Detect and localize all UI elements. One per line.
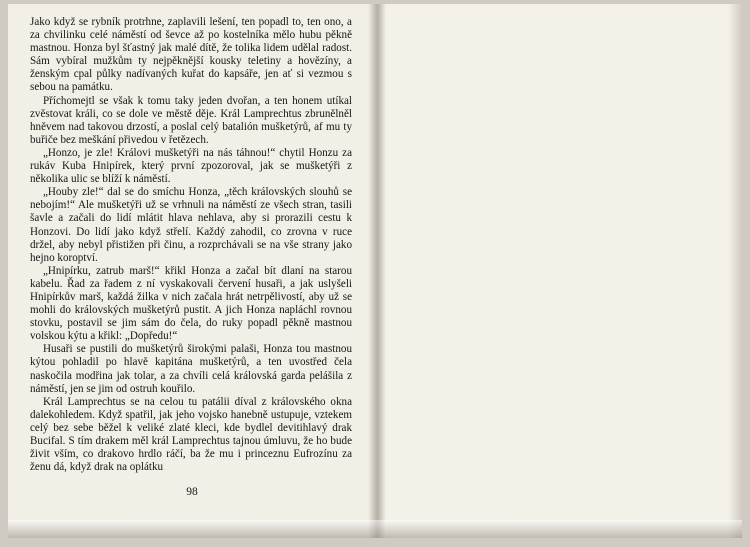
- page-edge: [728, 4, 742, 538]
- book-spread: [8, 4, 742, 538]
- left-page: [8, 4, 376, 538]
- paragraph: Husaři se pustili do mušketýrů širokými palaši, Honza tou mastnou kýtou pohladil po hlavě kapitána mušketýrů, a ten uvostřed čela naskočila modřina jak tolar, a za chvíli celá královská garda pelášila z náměstí, jen se jim od ostruh kouřilo.: [30, 343, 352, 395]
- paragraph: Příchomejtl se však k tomu taky jeden dvořan, a ten honem utíkal zvěstovat králi, co se dole ve městě děje. Král Lamprechtus zbrunělněl hněvem nad takovou drzostí, a poslal celý batalión mušketýrů, af mu ty buřiče bez meškání přivedou v řetězech.: [30, 94, 352, 146]
- page-number: 98: [186, 486, 198, 498]
- paragraph: „Honzo, je zle! Královi mušketýři na nás táhnou!“ chytil Honzu za rukáv Kuba Hnipírek, který první zpozoroval, jak se mušketýři z několika ulic se blíží k náměstí.: [30, 146, 352, 186]
- right-page: [376, 4, 742, 538]
- book-gutter: [368, 4, 386, 538]
- paragraph: „Hnipírku, zatrub marš!“ křikl Honza a začal bít dlaní na starou kabelu. Řad za řadem z ní vyskakovali červení husaři, a jak uslyšeli Hnipírkův marš, každá žilka v nich začala hrát netrpělivostí, aby už se mohli do královských mušketýrů pustit. A jich Honza napláchl rovnou stovku, postavil se jim sám do čela, do ruky popadl pěkně mastnou volskou kýtu a křikl: „Dopředu!“: [30, 264, 352, 343]
- story-text: [30, 16, 352, 474]
- paragraph: Jako když se rybník protrhne, zaplavili lešení, ten popadl to, ten ono, a za chvilinku celé náměstí od ševce až po kostelníka mělo hubu pěkně mastnou. Honza byl šťastný jak malé dítě, že tolika lidem udělal radost. Sám vybíral mužkům ty nejpěknější kousky teletiny a hovězíny, a ženským cpal půlky nadívaných kuřat do kapsáře, jen ať si vezmou s sebou na památku.: [30, 16, 352, 94]
- paragraph: Král Lamprechtus se na celou tu patálii díval z královského okna dalekohledem. Když spatřil, jak jeho vojsko hanebně ustupuje, vztekem celý bez sebe běžel k veliké zlaté kleci, kde bydlel devitihlavý drak Bucifal. S tím drakem měl král Lamprechtus tajnou úmluvu, že ho bude živit vším, co drakovo hrdlo ráčí, ba že mu i princeznu Eufrozínu za ženu dá, když drak na oplátku: [30, 395, 352, 474]
- paragraph: „Houby zle!“ dal se do smíchu Honza, „těch královských slouhů se nebojím!“ Ale mušketýři už se vrhnuli na náměstí ze všech stran, tasili šavle a začali do lidí mlátit hlava nehlava, aby si prorazili cestu k Honzovi. Do lidí jako když střelí. Každý zahodil, co zrovna v ruce držel, aby nebyl přistižen při činu, a rozprchávali se na vše strany jako hejno koroptví.: [30, 186, 352, 264]
- page-bottom-edge: [8, 520, 742, 538]
